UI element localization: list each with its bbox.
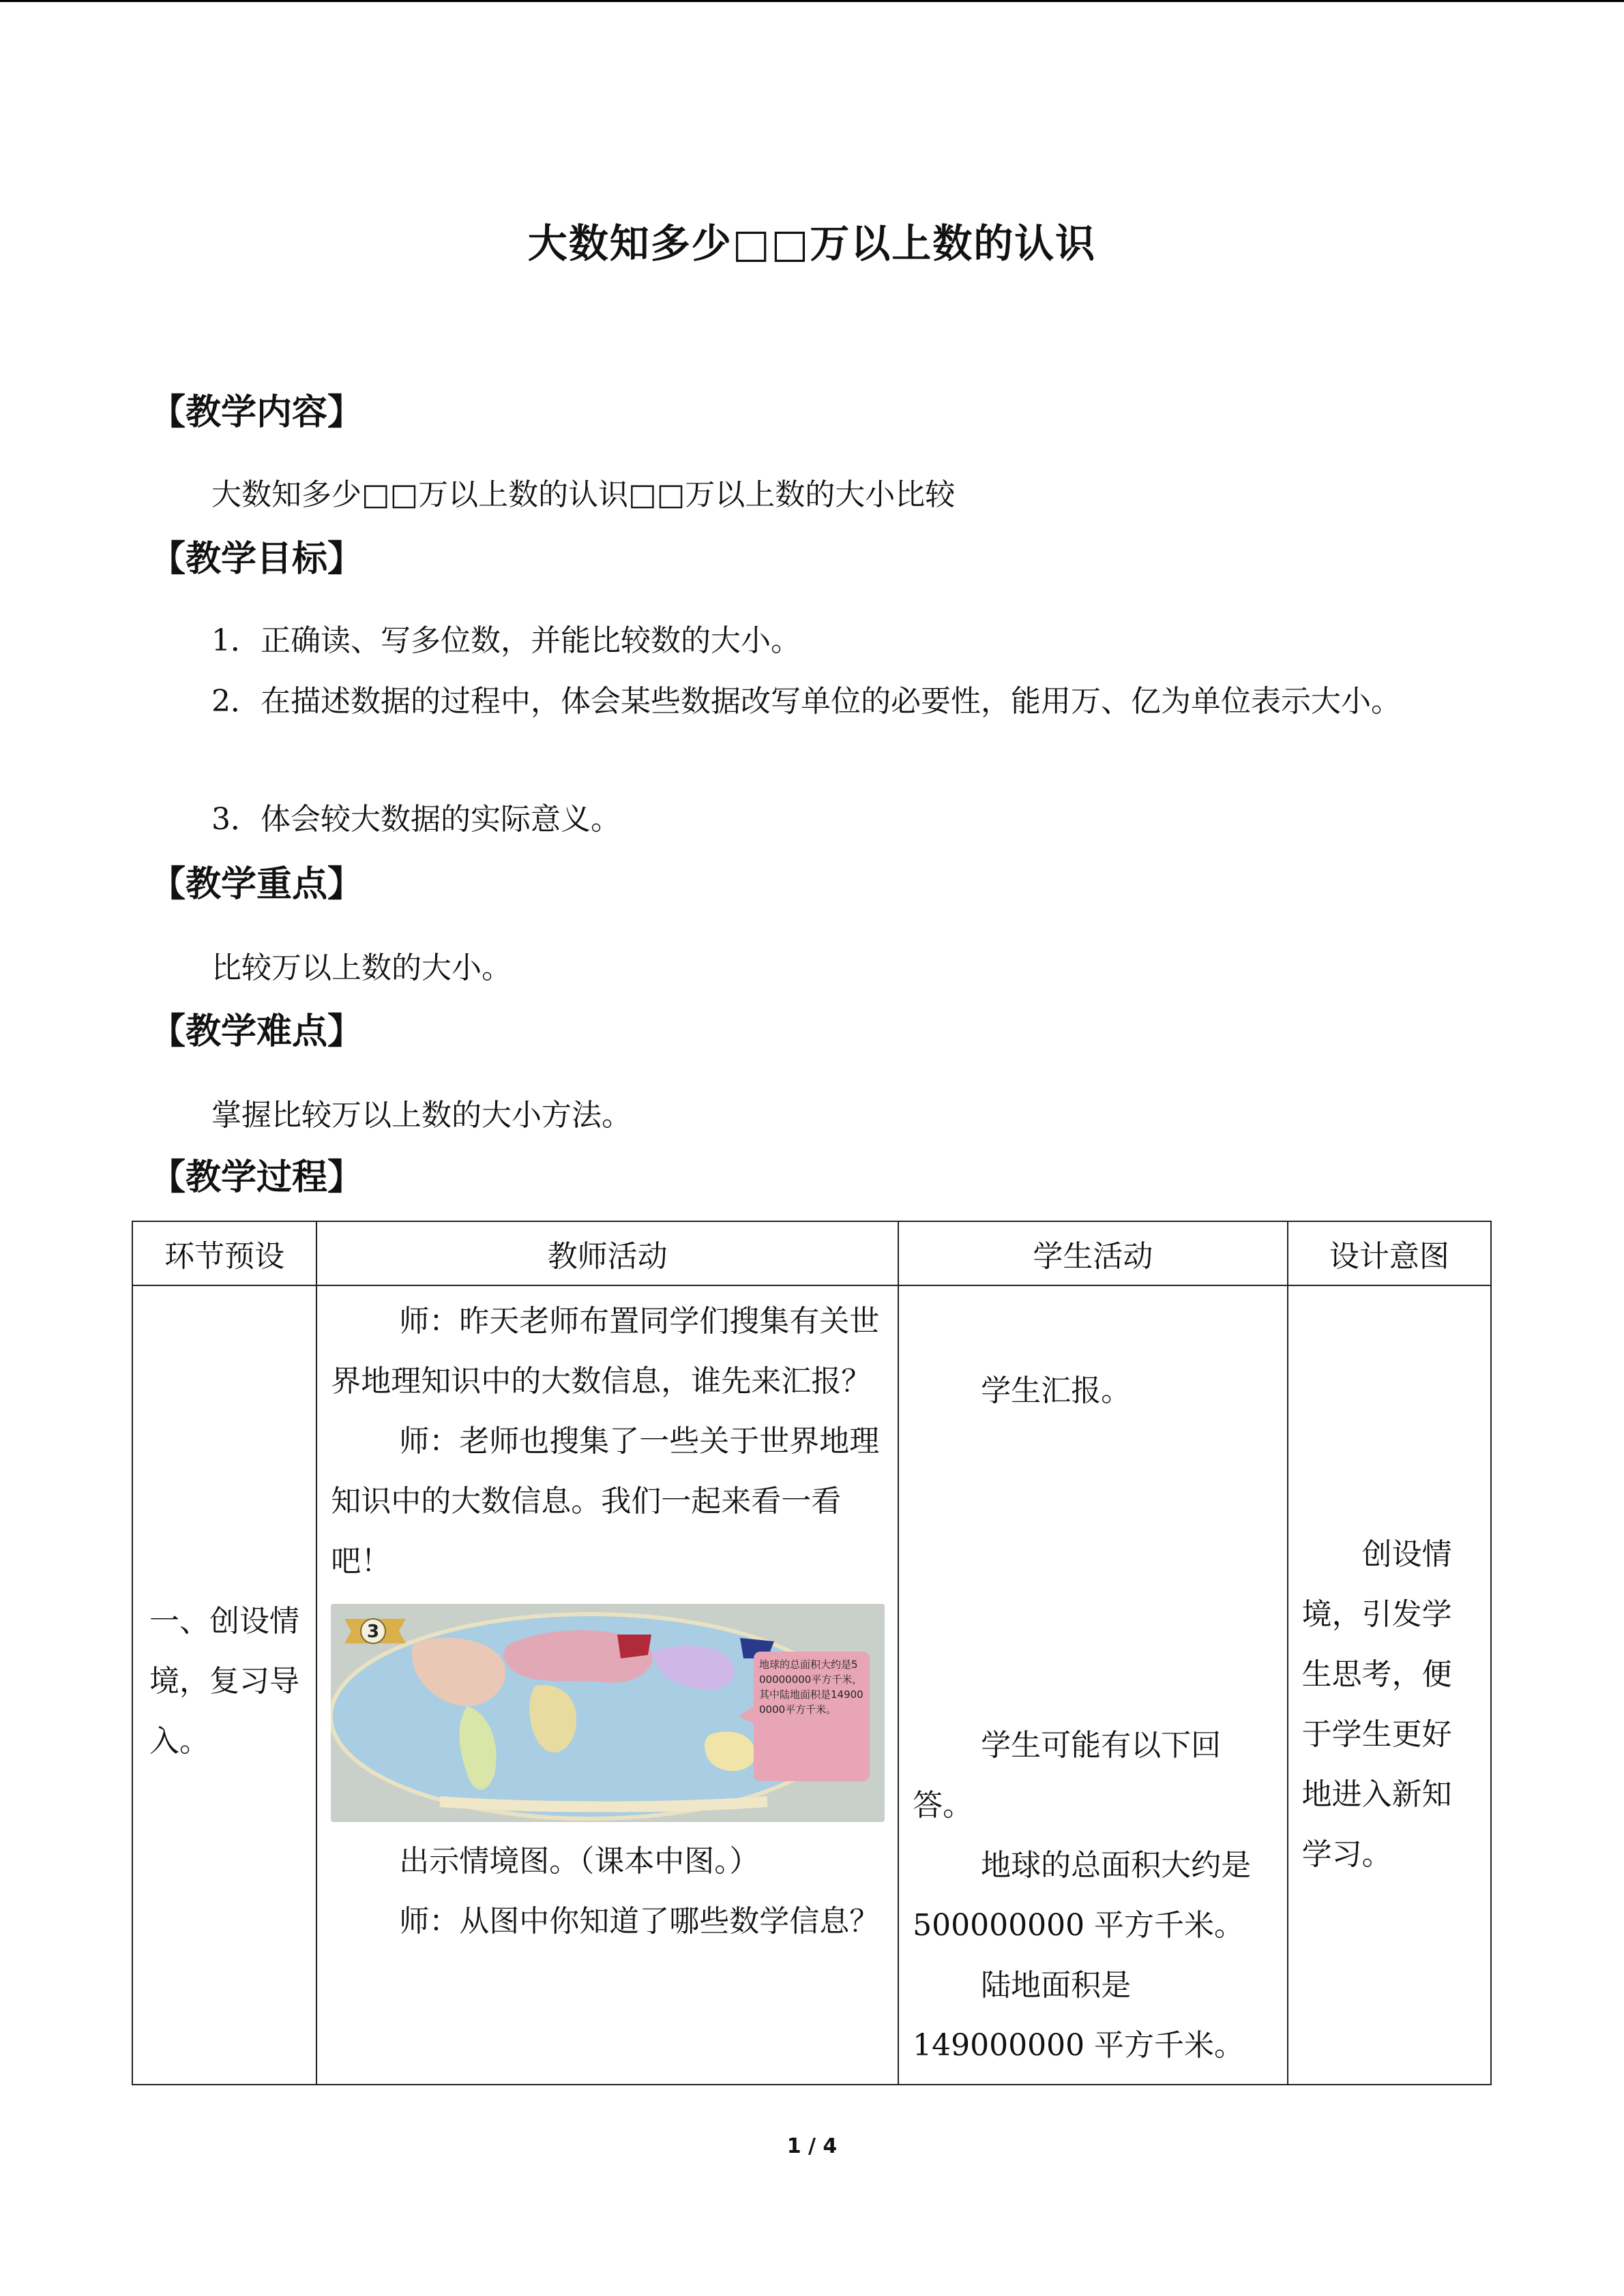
badge-number: 3 [367,1622,380,1642]
difficulty-text: 掌握比较万以上数的大小方法。 [211,1098,632,1133]
callout-text: 地球的总面积大约是500000000平方千米，其中陆地面积是149000000平方千米。 [759,1658,863,1716]
world-map-image [331,1604,885,1822]
content-text: 大数知多少□□万以上数的认识□□万以上数的大小比较 [211,477,956,512]
design-text: 创设情境，引发学生思考，便于学生更好地进入新知学习。 [1301,1537,1452,1872]
header-student: 学生活动 [898,1221,1288,1285]
goal-item-3: 3．体会较大数据的实际意义。 [211,802,621,837]
design-cell [1288,1285,1491,2085]
process-table [132,1221,1492,2085]
student-line-1: 学生汇报。 [981,1373,1132,1408]
teacher-line-4: 师：从图中你知道了哪些数学信息？ [399,1904,880,1939]
stage-cell [132,1285,316,2085]
page-top-border [0,0,1624,2]
goals-heading: 【教学目标】 [150,539,364,580]
key-heading: 【教学重点】 [150,864,364,905]
table-header-row [132,1221,1491,1285]
teacher-line-3: 出示情境图。（课本中图。） [399,1844,760,1879]
header-design: 设计意图 [1288,1221,1491,1285]
difficulty-heading: 【教学难点】 [150,1011,364,1052]
stage-text: 一、创设情境，复习导入。 [149,1604,299,1759]
teacher-line-2: 师：老师也搜集了一些关于世界地理知识中的大数信息。我们一起来看一看吧！ [331,1424,880,1579]
process-heading: 【教学过程】 [150,1157,364,1198]
student-line-2: 学生可能有以下回答。 [913,1728,1222,1823]
header-teacher: 教师活动 [316,1221,898,1285]
badge-icon [344,1619,406,1643]
student-line-4: 陆地面积是149000000 平方千米。 [913,1968,1245,2063]
student-cell [898,1285,1288,2085]
student-line-3: 地球的总面积大约是500000000 平方千米。 [913,1848,1252,1943]
goal-item-1: 1．正确读、写多位数，并能比较数的大小。 [211,623,801,658]
key-text: 比较万以上数的大小。 [211,951,512,985]
page-title: 大数知多少□□万以上数的认识 [527,220,1097,267]
table-row [132,1285,1491,2085]
teacher-cell [316,1285,898,2085]
header-stage: 环节预设 [132,1221,316,1285]
page-number: 1 / 4 [786,2134,838,2158]
content-heading: 【教学内容】 [150,392,364,433]
goal-item-2: 2．在描述数据的过程中，体会某些数据改写单位的必要性，能用万、亿为单位表示大小。 [211,684,1401,719]
teacher-line-1: 师：昨天老师布置同学们搜集有关世界地理知识中的大数信息，谁先来汇报？ [331,1304,880,1399]
